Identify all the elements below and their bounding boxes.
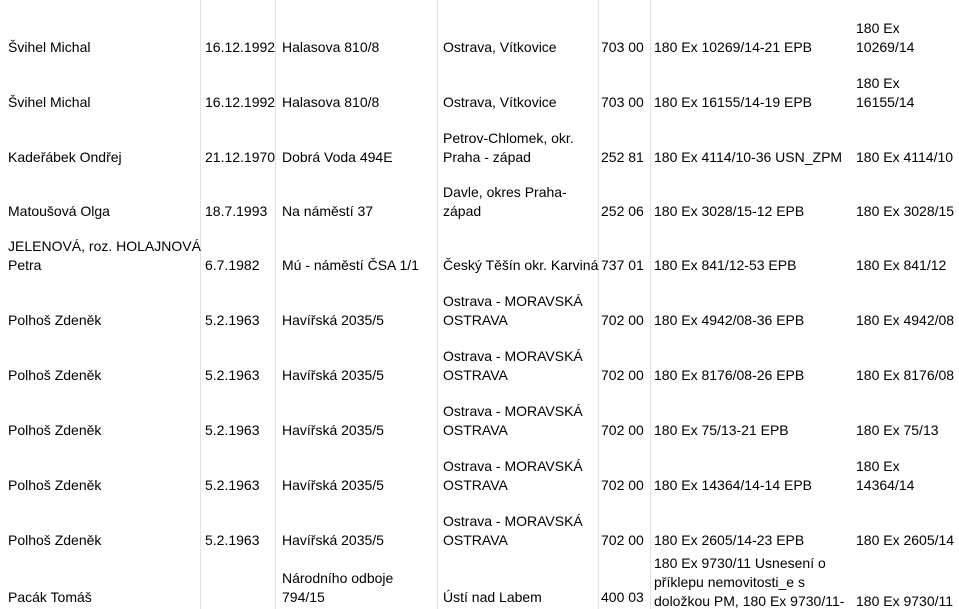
cell-address: Halasova 810/8 bbox=[282, 94, 380, 110]
table-row bbox=[0, 279, 959, 334]
cell-date: 21.12.1970 bbox=[205, 149, 276, 165]
cell-date: 5.2.1963 bbox=[205, 422, 260, 438]
cell-case: 180 Ex 75/13-21 EPB bbox=[654, 422, 789, 438]
cell-case: 180 Ex 4942/08-36 EPB bbox=[654, 312, 805, 328]
cell-case: 180 Ex 4114/10-36 USN_ZPM bbox=[654, 149, 843, 165]
cell-address: Havířská 2035/5 bbox=[282, 422, 384, 438]
cell-city: Davle, okres Praha-západ bbox=[443, 184, 567, 219]
table-row bbox=[0, 334, 959, 389]
cell-ref: 180 Ex 10269/14 bbox=[856, 20, 915, 55]
cell-zip: 400 03 bbox=[601, 589, 644, 605]
cell-name: Polhoš Zdeněk bbox=[8, 367, 102, 383]
cell-address: Národního odboje 794/15 bbox=[282, 570, 394, 605]
cell-city: Ostrava - MORAVSKÁ OSTRAVA bbox=[443, 293, 583, 328]
table-row bbox=[0, 499, 959, 554]
cell-name: Pacák Tomáš bbox=[8, 589, 92, 605]
table-row bbox=[0, 61, 959, 116]
table-row bbox=[0, 225, 959, 279]
cell-city: Ostrava - MORAVSKÁ OSTRAVA bbox=[443, 403, 583, 438]
cell-name: Švihel Michal bbox=[8, 39, 91, 55]
cell-name: Polhoš Zdeněk bbox=[8, 477, 102, 493]
cell-date: 5.2.1963 bbox=[205, 532, 260, 548]
cell-case: 180 Ex 841/12-53 EPB bbox=[654, 257, 797, 273]
table-row bbox=[0, 116, 959, 171]
cell-zip: 252 81 bbox=[601, 149, 644, 165]
cell-name: Kadeřábek Ondřej bbox=[8, 149, 122, 165]
cell-city: Ústí nad Labem bbox=[443, 589, 542, 605]
cell-case: 180 Ex 16155/14-19 EPB bbox=[654, 94, 813, 110]
cell-case: 180 Ex 14364/14-14 EPB bbox=[654, 477, 813, 493]
cell-name: JELENOVÁ, roz. HOLAJNOVÁ Petra bbox=[8, 238, 201, 273]
cell-city: Ostrava - MORAVSKÁ OSTRAVA bbox=[443, 458, 583, 493]
cell-zip: 702 00 bbox=[601, 477, 644, 493]
cell-date: 16.12.1992 bbox=[205, 39, 276, 55]
table-row bbox=[0, 554, 959, 609]
cell-city: Ostrava - MORAVSKÁ OSTRAVA bbox=[443, 348, 583, 383]
cell-city: Ostrava, Vítkovice bbox=[443, 39, 557, 55]
cell-zip: 737 01 bbox=[601, 257, 644, 273]
cell-date: 5.2.1963 bbox=[205, 477, 260, 493]
cell-address: Havířská 2035/5 bbox=[282, 477, 384, 493]
cell-city: Český Těšín okr. Karviná bbox=[443, 257, 599, 273]
cell-zip: 702 00 bbox=[601, 367, 644, 383]
cell-city: Petrov-Chlomek, okr. Praha - západ bbox=[443, 130, 574, 165]
cell-name: Polhoš Zdeněk bbox=[8, 312, 102, 328]
cell-ref: 180 Ex 16155/14 bbox=[856, 75, 915, 110]
cell-zip: 702 00 bbox=[601, 312, 644, 328]
cell-date: 16.12.1992 bbox=[205, 94, 276, 110]
cell-ref: 180 Ex 4114/10 bbox=[856, 149, 954, 165]
cell-ref: 180 Ex 841/12 bbox=[856, 257, 947, 273]
cell-ref: 180 Ex 14364/14 bbox=[856, 458, 915, 493]
cell-name: Matoušová Olga bbox=[8, 203, 110, 219]
table-row bbox=[0, 0, 959, 61]
cell-date: 6.7.1982 bbox=[205, 257, 260, 273]
cell-case: 180 Ex 8176/08-26 EPB bbox=[654, 367, 805, 383]
cell-address: Halasova 810/8 bbox=[282, 39, 380, 55]
cell-address: Dobrá Voda 494E bbox=[282, 149, 393, 165]
cell-address: Havířská 2035/5 bbox=[282, 367, 384, 383]
cell-case: 180 Ex 2605/14-23 EPB bbox=[654, 532, 805, 548]
table-row bbox=[0, 389, 959, 444]
cell-city: Ostrava, Vítkovice bbox=[443, 94, 557, 110]
cell-case: 180 Ex 3028/15-12 EPB bbox=[654, 203, 805, 219]
cell-address: Mú - náměstí ČSA 1/1 bbox=[282, 257, 419, 273]
cell-zip: 703 00 bbox=[601, 94, 644, 110]
cell-zip: 702 00 bbox=[601, 422, 644, 438]
cell-address: Havířská 2035/5 bbox=[282, 532, 384, 548]
cell-case: 180 Ex 10269/14-21 EPB bbox=[654, 39, 813, 55]
table-row bbox=[0, 171, 959, 225]
cell-date: 5.2.1963 bbox=[205, 312, 260, 328]
cell-address: Havířská 2035/5 bbox=[282, 312, 384, 328]
cell-name: Švihel Michal bbox=[8, 94, 91, 110]
cell-ref: 180 Ex 3028/15 bbox=[856, 203, 955, 219]
cell-zip: 702 00 bbox=[601, 532, 644, 548]
cell-ref: 180 Ex 4942/08 bbox=[856, 312, 955, 328]
cell-ref: 180 Ex 75/13 bbox=[856, 422, 939, 438]
cell-date: 5.2.1963 bbox=[205, 367, 260, 383]
cell-zip: 252 06 bbox=[601, 203, 644, 219]
cell-ref: 180 Ex 8176/08 bbox=[856, 367, 955, 383]
cell-name: Polhoš Zdeněk bbox=[8, 422, 102, 438]
cell-city: Ostrava - MORAVSKÁ OSTRAVA bbox=[443, 513, 583, 548]
cell-date: 18.7.1993 bbox=[205, 203, 268, 219]
cell-ref: 180 Ex 2605/14 bbox=[856, 532, 955, 548]
table-row bbox=[0, 444, 959, 499]
cell-zip: 703 00 bbox=[601, 39, 644, 55]
cell-address: Na náměstí 37 bbox=[282, 203, 374, 219]
cell-ref: 180 Ex 9730/11 bbox=[856, 593, 954, 609]
cell-name: Polhoš Zdeněk bbox=[8, 532, 102, 548]
cell-case: 180 Ex 9730/11 Usnesení o příklepu nemovitosti_e s doložkou PM, 180 Ex 9730/11- bbox=[654, 555, 845, 609]
